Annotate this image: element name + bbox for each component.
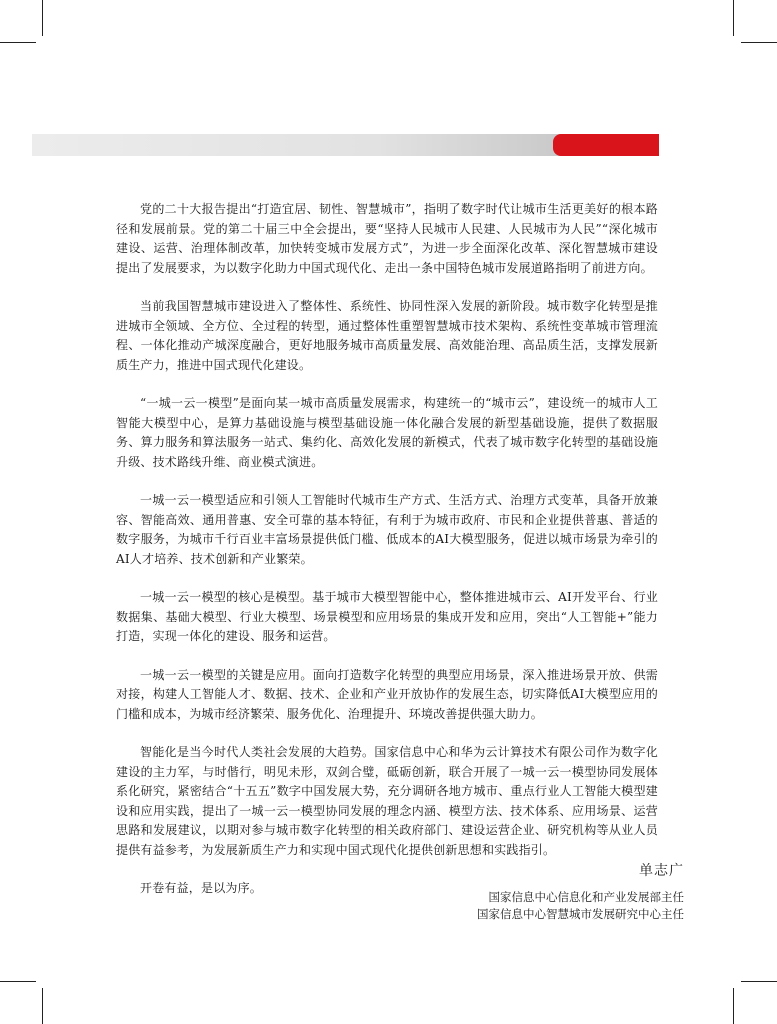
paragraph: 智能化是当今时代人类社会发展的大趋势。国家信息中心和华为云计算技术有限公司作为数字化建设的主力军，与时偕行，明见未形，双剑合璧，砥砺创新，联合开展了一城一云一模型协同发展体系化研究，紧密结合“十五五”数字中国发展大势，充分调研各地方城市、重点行业人工智能大模型建设和应用实践，提出了一城一云一模型协同发展的理念内涵、模型方法、技术体系、应用场景、运营思路和发展建议，以期对参与城市数字化转型的相关政府部门、建设运营企业、研究机构等从业人员提供有益参考，为发展新质生产力和实现中国式现代化提供创新思想和实践指引。 (116, 745, 658, 857)
crop-mark-top-right-h (741, 42, 777, 43)
author-name: 单志广 (639, 863, 684, 879)
author-title: 国家信息中心智慧城市发展研究中心主任 (477, 907, 684, 921)
closing-line: 开卷有益，是以为序。 (140, 881, 263, 895)
paragraph: 一城一云一模型的关键是应用。面向打造数字化转型的典型应用场景，深入推进场景开放、供需对接，构建人工智能人才、数据、技术、企业和产业开放协作的发展生态，切实降低AI大模型应用的门槛和成本，为城市经济繁荣、服务优化、治理提升、环境改善提供强大助力。 (116, 667, 658, 721)
crop-mark-top-left-h (0, 42, 36, 43)
signature-block (477, 860, 684, 923)
crop-mark-bottom-right-v (733, 988, 734, 1024)
paragraph: 当前我国智慧城市建设进入了整体性、系统性、协同性深入发展的新阶段。城市数字化转型是推进城市全领域、全方位、全过程的转型，通过整体性重塑智慧城市技术架构、系统性变革城市管理流程、一体化推动产城深度融合，更好地服务城市高质量发展、高效能治理、高品质生活，支撑发展新质生产力，推进中国式现代化建设。 (116, 299, 658, 372)
crop-mark-top-left-v (42, 0, 43, 36)
paragraph: 党的二十大报告提出“打造宜居、韧性、智慧城市”，指明了数字时代让城市生活更美好的根本路径和发展前景。党的第二十届三中全会提出，要“坚持人民城市人民建、人民城市为人民”“深化城市建设、运营、治理体制改革，加快转变城市发展方式”，为进一步全面深化改革、深化智慧城市建设提出了发展要求，为以数字化助力中国式现代化、走出一条中国特色城市发展道路指明了前进方向。 (116, 202, 658, 275)
crop-mark-bottom-right-h (741, 981, 777, 982)
paragraph: 一城一云一模型的核心是模型。基于城市大模型智能中心，整体推进城市云、AI开发平台、行业数据集、基础大模型、行业大模型、场景模型和应用场景的集成开发和应用，突出“人工智能+”能力打造，实现一体化的建设、服务和运营。 (116, 590, 658, 643)
paragraph: 一城一云一模型适应和引领人工智能时代城市生产方式、生活方式、治理方式变革，具备开放兼容、智能高效、通用普惠、安全可靠的基本特征，有利于为城市政府、市民和企业提供普惠、普适的数字服务，为城市千行百业丰富场景提供低门槛、低成本的AI大模型服务，促进以城市场景为牵引的AI人才培养、技术创新和产业繁荣。 (116, 493, 658, 566)
crop-mark-top-right-v (733, 0, 734, 36)
header-accent-tab (553, 134, 659, 156)
author-title: 国家信息中心信息化和产业发展部主任 (488, 890, 684, 904)
crop-mark-bottom-left-h (0, 981, 36, 982)
paragraph: “一城一云一模型”是面向某一城市高质量发展需求，构建统一的“城市云”，建设统一的城市人工智能大模型中心，是算力基础设施与模型基础设施一体化融合发展的新型基础设施，提供了数据服务、算力服务和算法服务一站式、集约化、高效化发展的新模式，代表了城市数字化转型的基础设施升级、技术路线升维、商业模式演进。 (116, 396, 658, 469)
crop-mark-bottom-left-v (42, 988, 43, 1024)
preface-body (116, 200, 658, 918)
